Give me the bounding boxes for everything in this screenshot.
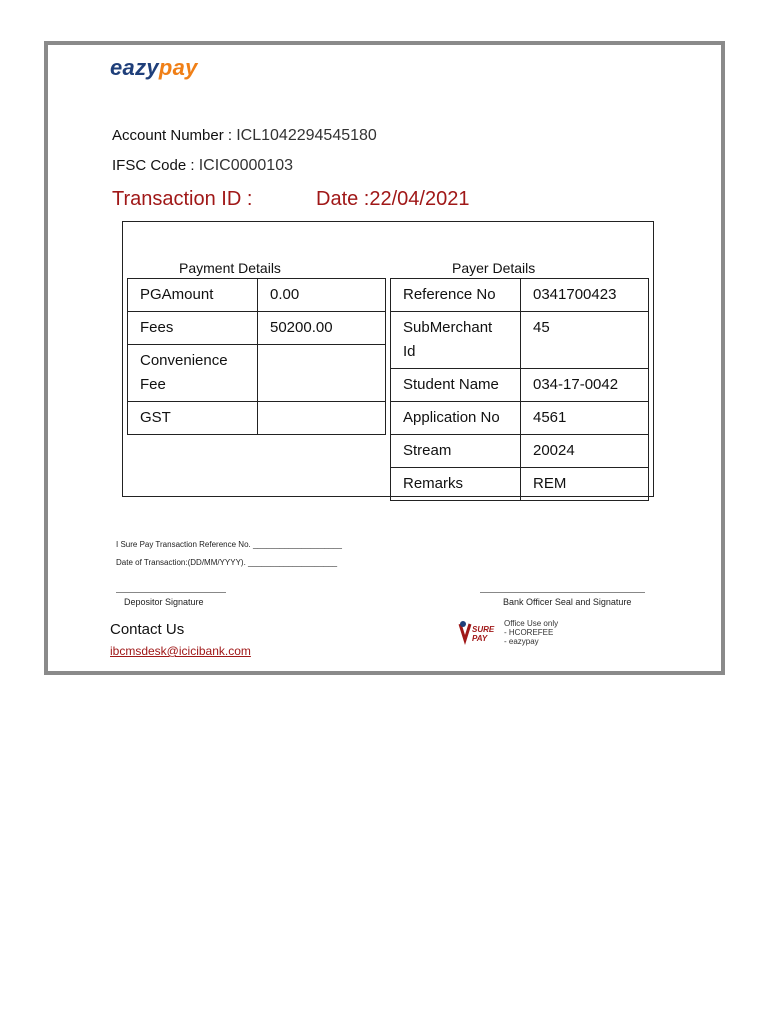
table-row [391, 312, 649, 369]
row-key: Stream [391, 435, 521, 468]
row-key: Convenience Fee [128, 345, 258, 402]
ifsc-value: ICIC0000103 [198, 157, 293, 174]
logo-part-pay: pay [158, 55, 198, 80]
row-value: 0.00 [258, 279, 386, 312]
payment-details-table [127, 278, 386, 435]
depositor-signature-label: Depositor Signature [124, 597, 204, 607]
row-value: 45 [521, 312, 649, 369]
bank-signature-line [480, 592, 645, 593]
row-key: Student Name [391, 369, 521, 402]
office-use-line: - eazypay [504, 637, 539, 646]
bank-signature-label: Bank Officer Seal and Signature [503, 597, 632, 607]
transaction-reference-line: I Sure Pay Transaction Reference No. ____________________ [116, 540, 342, 549]
surepay-logo [456, 620, 500, 646]
office-use-line: Office Use only [504, 619, 559, 628]
account-number-line [112, 127, 377, 145]
row-key: PGAmount [128, 279, 258, 312]
row-value: 0341700423 [521, 279, 649, 312]
depositor-signature-line [116, 592, 226, 593]
row-value: 034-17-0042 [521, 369, 649, 402]
contact-us-heading: Contact Us [110, 621, 185, 638]
transaction-id-label: Transaction ID : [112, 188, 253, 210]
table-row [391, 279, 649, 312]
receipt-sheet [44, 41, 725, 675]
row-value: REM [521, 468, 649, 501]
svg-text:SURE: SURE [472, 625, 495, 634]
office-use-line: - HCOREFEE [504, 628, 554, 637]
payer-details-table [390, 278, 649, 501]
account-number-value: ICL1042294545180 [236, 127, 377, 144]
row-key: Reference No [391, 279, 521, 312]
ifsc-label: IFSC Code : [112, 157, 195, 174]
payer-details-heading: Payer Details [452, 260, 536, 276]
payment-details-heading: Payment Details [179, 260, 281, 276]
table-row [128, 312, 386, 345]
table-row [391, 435, 649, 468]
transaction-date-line: Date of Transaction:(DD/MM/YYYY). ____________________ [116, 558, 338, 567]
account-number-label: Account Number : [112, 127, 233, 144]
eazypay-logo [110, 55, 198, 81]
table-row [128, 402, 386, 435]
table-row [128, 345, 386, 402]
table-row [391, 402, 649, 435]
office-use-block [504, 619, 558, 646]
row-value [258, 402, 386, 435]
row-key: GST [128, 402, 258, 435]
details-box [122, 221, 654, 497]
transaction-date: Date :22/04/2021 [316, 188, 470, 210]
contact-email-link[interactable]: ibcmsdesk@icicibank.com [110, 644, 251, 658]
row-key: Remarks [391, 468, 521, 501]
row-key: Fees [128, 312, 258, 345]
table-row [128, 279, 386, 312]
row-key: Application No [391, 402, 521, 435]
row-value [258, 345, 386, 402]
table-row [391, 468, 649, 501]
logo-part-eazy: eazy [110, 55, 159, 80]
row-value: 20024 [521, 435, 649, 468]
row-key: SubMerchant Id [391, 312, 521, 369]
row-value: 4561 [521, 402, 649, 435]
table-row [391, 369, 649, 402]
svg-text:PAY: PAY [472, 634, 488, 643]
ifsc-line [112, 157, 293, 175]
row-value: 50200.00 [258, 312, 386, 345]
